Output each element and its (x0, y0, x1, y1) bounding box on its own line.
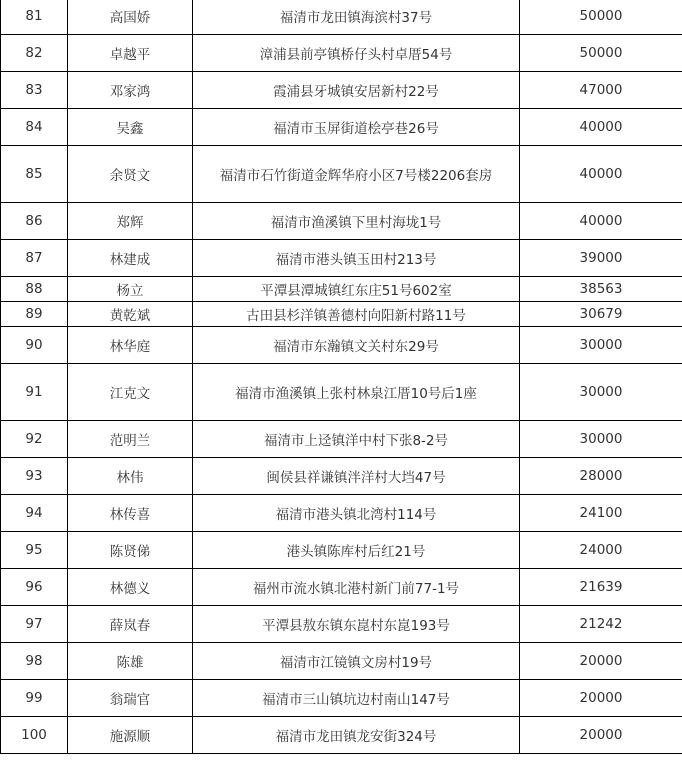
amount-cell: 20000 (520, 680, 682, 717)
address-cell: 福清市龙田镇龙安街324号 (193, 717, 520, 754)
address-cell: 福清市三山镇坑边村南山147号 (193, 680, 520, 717)
name-cell: 薛岚春 (68, 606, 193, 643)
address-cell: 福清市港头镇北湾村114号 (193, 495, 520, 532)
row-number-cell: 95 (1, 532, 68, 569)
table-row (1, 458, 682, 495)
row-number-cell: 100 (1, 717, 68, 754)
name-cell: 卓越平 (68, 35, 193, 72)
row-number-cell: 83 (1, 72, 68, 109)
row-number-cell: 88 (1, 277, 68, 302)
amount-cell: 30000 (520, 364, 682, 421)
name-cell: 邓家鸿 (68, 72, 193, 109)
table-row (1, 421, 682, 458)
name-cell: 高国娇 (68, 0, 193, 35)
name-cell: 林华庭 (68, 327, 193, 364)
amount-cell: 20000 (520, 717, 682, 754)
name-cell: 陈雄 (68, 643, 193, 680)
row-number-cell: 87 (1, 240, 68, 277)
name-cell: 吴鑫 (68, 109, 193, 146)
amount-cell: 24000 (520, 532, 682, 569)
name-cell: 林传喜 (68, 495, 193, 532)
amount-cell: 21639 (520, 569, 682, 606)
row-number-cell: 99 (1, 680, 68, 717)
amount-cell: 40000 (520, 203, 682, 240)
table-row (1, 680, 682, 717)
row-number-cell: 97 (1, 606, 68, 643)
amount-cell: 47000 (520, 72, 682, 109)
row-number-cell: 93 (1, 458, 68, 495)
amount-cell: 30000 (520, 421, 682, 458)
address-cell: 福清市东瀚镇文关村东29号 (193, 327, 520, 364)
table-row (1, 717, 682, 754)
address-cell: 平潭县潭城镇红东庄51号602室 (193, 277, 520, 302)
amount-cell: 30679 (520, 302, 682, 327)
name-cell: 余贤文 (68, 146, 193, 203)
amount-cell: 21242 (520, 606, 682, 643)
table-row (1, 146, 682, 203)
row-number-cell: 94 (1, 495, 68, 532)
address-cell: 福清市渔溪镇上张村林泉江厝10号后1座 (193, 364, 520, 421)
records-table-body (1, 0, 682, 754)
name-cell: 郑辉 (68, 203, 193, 240)
amount-cell: 20000 (520, 643, 682, 680)
row-number-cell: 92 (1, 421, 68, 458)
table-row (1, 109, 682, 146)
address-cell: 霞浦县牙城镇安居新村22号 (193, 72, 520, 109)
table-row (1, 0, 682, 35)
address-cell: 福清市石竹街道金辉华府小区7号楼2206套房 (193, 146, 520, 203)
table-row (1, 240, 682, 277)
amount-cell: 24100 (520, 495, 682, 532)
amount-cell: 28000 (520, 458, 682, 495)
amount-cell: 40000 (520, 109, 682, 146)
table-row (1, 277, 682, 302)
table-row (1, 643, 682, 680)
row-number-cell: 96 (1, 569, 68, 606)
name-cell: 林建成 (68, 240, 193, 277)
table-row (1, 569, 682, 606)
amount-cell: 40000 (520, 146, 682, 203)
address-cell: 平潭县敖东镇东崑村东崑193号 (193, 606, 520, 643)
address-cell: 闽侯县祥谦镇泮洋村大垱47号 (193, 458, 520, 495)
name-cell: 范明兰 (68, 421, 193, 458)
address-cell: 古田县杉洋镇善德村向阳新村路11号 (193, 302, 520, 327)
address-cell: 漳浦县前亭镇桥仔头村卓厝54号 (193, 35, 520, 72)
address-cell: 福清市渔溪镇下里村海垅1号 (193, 203, 520, 240)
row-number-cell: 98 (1, 643, 68, 680)
name-cell: 林德义 (68, 569, 193, 606)
address-cell: 福清市港头镇玉田村213号 (193, 240, 520, 277)
table-row (1, 327, 682, 364)
name-cell: 林伟 (68, 458, 193, 495)
amount-cell: 30000 (520, 327, 682, 364)
row-number-cell: 82 (1, 35, 68, 72)
table-row (1, 495, 682, 532)
row-number-cell: 84 (1, 109, 68, 146)
address-cell: 福清市江镜镇文房村19号 (193, 643, 520, 680)
amount-cell: 38563 (520, 277, 682, 302)
row-number-cell: 85 (1, 146, 68, 203)
amount-cell: 39000 (520, 240, 682, 277)
table-row (1, 532, 682, 569)
row-number-cell: 81 (1, 0, 68, 35)
name-cell: 黄乾斌 (68, 302, 193, 327)
amount-cell: 50000 (520, 0, 682, 35)
amount-cell: 50000 (520, 35, 682, 72)
name-cell: 施源顺 (68, 717, 193, 754)
name-cell: 陈贤俤 (68, 532, 193, 569)
row-number-cell: 86 (1, 203, 68, 240)
table-row (1, 302, 682, 327)
row-number-cell: 90 (1, 327, 68, 364)
address-cell: 福州市流水镇北港村新门前77-1号 (193, 569, 520, 606)
address-cell: 福清市龙田镇海滨村37号 (193, 0, 520, 35)
name-cell: 翁瑞官 (68, 680, 193, 717)
name-cell: 江克文 (68, 364, 193, 421)
table-row (1, 72, 682, 109)
name-cell: 杨立 (68, 277, 193, 302)
address-cell: 福清市上迳镇洋中村下张8-2号 (193, 421, 520, 458)
row-number-cell: 89 (1, 302, 68, 327)
address-cell: 港头镇陈库村后红21号 (193, 532, 520, 569)
table-row (1, 35, 682, 72)
row-number-cell: 91 (1, 364, 68, 421)
table-row (1, 606, 682, 643)
table-row (1, 203, 682, 240)
address-cell: 福清市玉屏街道桧亭巷26号 (193, 109, 520, 146)
table-row (1, 364, 682, 421)
